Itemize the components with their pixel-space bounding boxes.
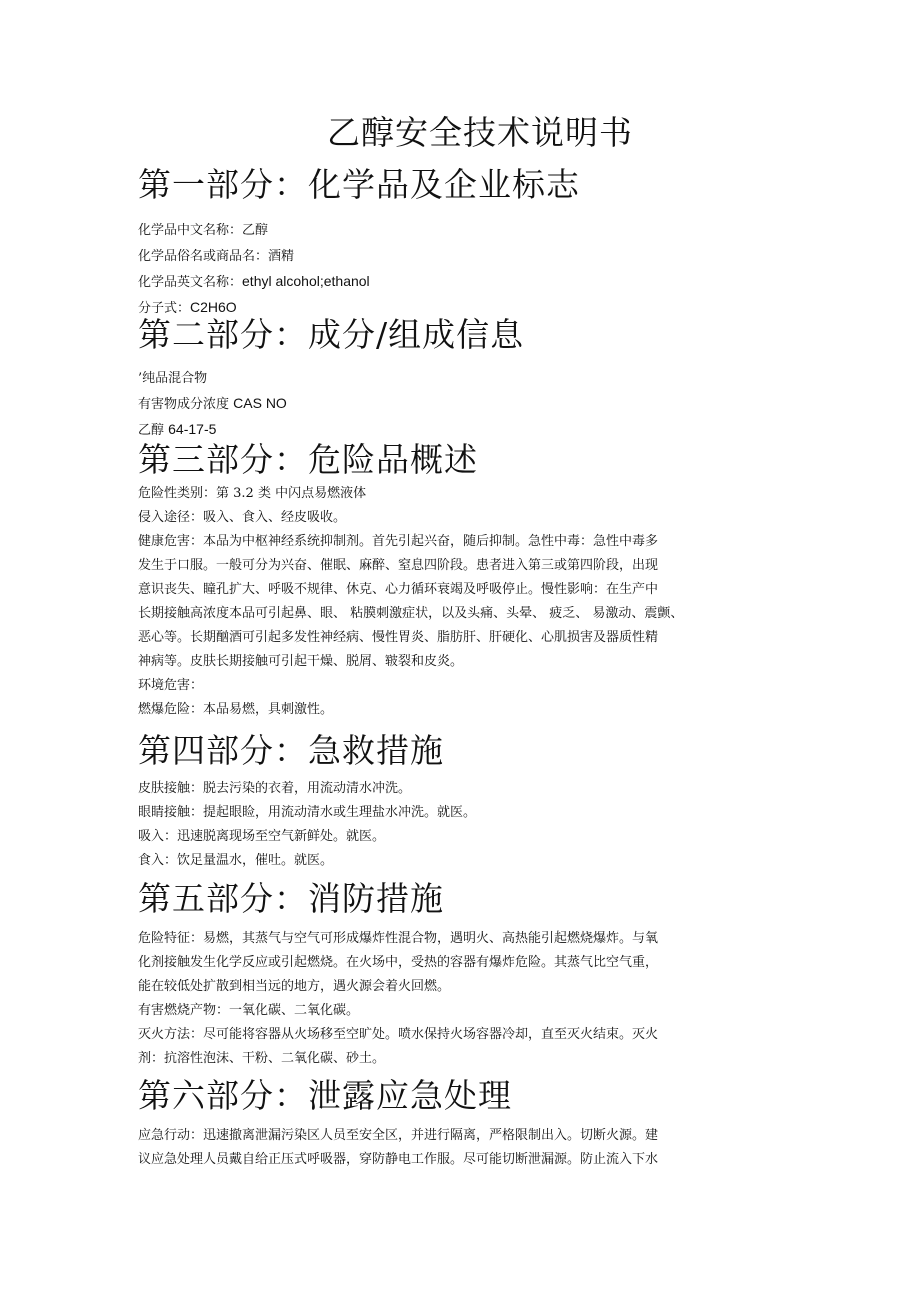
section-6 — [138, 1076, 758, 1172]
text-line: 危险特征：易燃，其蒸气与空气可形成爆炸性混合物，遇明火、高热能引起燃烧爆炸。与氧 — [138, 931, 659, 946]
text-line: 化学品俗名或商品名：酒精 — [138, 249, 295, 264]
text-line: 有害燃烧产物：一氧化碳、二氧化碳。 — [138, 1003, 360, 1018]
section-1 — [138, 165, 758, 321]
text-line: 应急行动：迅速撤离泄漏污染区人员至安全区，并进行隔离，严格限制出入。切断火源。建 — [138, 1128, 659, 1143]
text-line: 侵入途径：吸入、食入、经皮吸收。 — [138, 510, 347, 525]
section-heading: 第三部分：危险品概述 — [138, 440, 478, 479]
text-line: 恶心等。长期酗酒可引起多发性神经病、慢性胃炎、脂肪肝、肝硬化、心肌损害及器质性精 — [138, 630, 659, 645]
text-line: 意识丧失、瞳孔扩大、呼吸不规律、休克、心力循环衰竭及呼吸停止。慢性影响：在生产中 — [138, 582, 659, 597]
text-line: 皮肤接触：脱去污染的衣着，用流动清水冲洗。 — [138, 781, 412, 796]
text-line: 乙醇 64-17-5 — [138, 421, 217, 438]
text-line: 神病等。皮肤长期接触可引起干燥、脱屑、皲裂和皮炎。 — [138, 654, 464, 669]
text-line: 吸入：迅速脱离现场至空气新鲜处。就医。 — [138, 829, 386, 844]
text-line: 分子式：C2H6O — [138, 299, 237, 316]
section-heading: 第六部分：泄露应急处理 — [138, 1076, 512, 1115]
section-4 — [138, 731, 758, 873]
text-line: 眼睛接触：提起眼睑，用流动清水或生理盐水冲洗。就医。 — [138, 805, 477, 820]
text-line: 化剂接触发生化学反应或引起燃烧。在火场中，受热的容器有爆炸危险。其蒸气比空气重， — [138, 955, 659, 970]
section-heading: 第五部分：消防措施 — [138, 879, 444, 918]
text-line: 有害物成分浓度 CAS NO — [138, 395, 287, 412]
text-line: 食入：饮足量温水，催吐。就医。 — [138, 853, 334, 868]
text-line: 议应急处理人员戴自给正压式呼吸器，穿防静电工作服。尽可能切断泄漏源。防止流入下水 — [138, 1152, 659, 1167]
text-line: 化学品英文名称：ethyl alcohol;ethanol — [138, 273, 370, 290]
section-heading: 第二部分：成分/组成信息 — [138, 315, 525, 354]
section-heading: 第一部分：化学品及企业标志 — [138, 165, 580, 204]
document-title: 乙醇安全技术说明书 — [327, 113, 633, 152]
text-line: 燃爆危险：本品易燃，具刺激性。 — [138, 702, 334, 717]
text-line: 健康危害：本品为中枢神经系统抑制剂。首先引起兴奋，随后抑制。急性中毒：急性中毒多 — [138, 534, 659, 549]
section-5 — [138, 879, 758, 1071]
text-line: 化学品中文名称：乙醇 — [138, 223, 269, 238]
text-line: 发生于口服。一般可分为兴奋、催眠、麻醉、窒息四阶段。患者进入第三或第四阶段，出现 — [138, 558, 659, 573]
text-line: 能在较低处扩散到相当远的地方，遇火源会着火回燃。 — [138, 979, 451, 994]
text-line: ’纯品混合物 — [138, 371, 208, 386]
section-3 — [138, 440, 758, 722]
section-2 — [138, 315, 758, 443]
text-line: 环境危害： — [138, 678, 204, 693]
text-line: 剂：抗溶性泡沫、干粉、二氧化碳、砂土。 — [138, 1051, 386, 1066]
text-line: 危险性类别：第 3.2 类 中闪点易燃液体 — [138, 486, 367, 501]
text-line: 灭火方法：尽可能将容器从火场移至空旷处。喷水保持火场容器冷却，直至灭火结束。灭火 — [138, 1027, 659, 1042]
text-line: 长期接触高浓度本品可引起鼻、眼、 粘膜刺激症状，以及头痛、头晕、 疲乏、 易激动、震颤、 — [138, 606, 684, 621]
section-heading: 第四部分：急救措施 — [138, 731, 444, 770]
